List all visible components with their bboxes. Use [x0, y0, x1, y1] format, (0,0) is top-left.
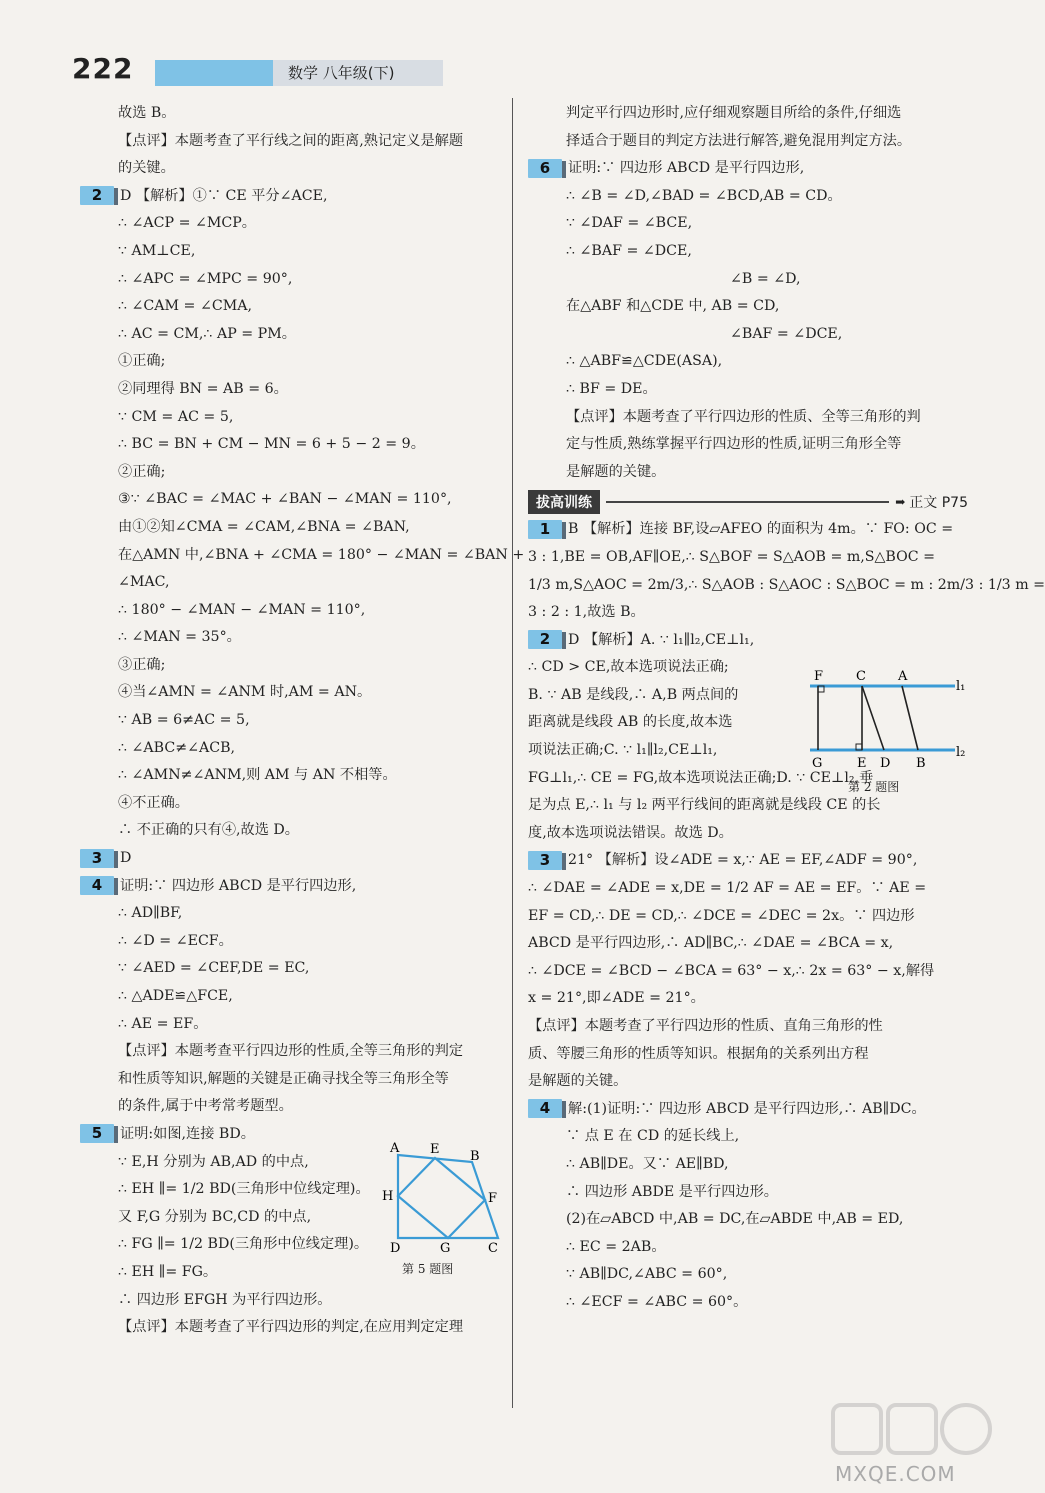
text-line: 【点评】本题考查了平行四边形的判定,在应用判定定理	[118, 1319, 464, 1336]
answer-row-3	[80, 845, 500, 873]
text-line: (2)在▱ABCD 中,AB = DC,在▱ABDE 中,AB = ED,	[566, 1211, 904, 1228]
text-line: 的条件,属于中考常考题型。	[118, 1098, 293, 1115]
text-line: 21° 【解析】设∠ADE = x,∵ AE = EF,∠ADF = 90°,	[568, 852, 918, 869]
text-line: 又 F,G 分别为 BC,CD 的中点,	[118, 1208, 312, 1225]
text-line: ③∵ ∠BAC = ∠MAC + ∠BAN − ∠MAN = 110°,	[118, 491, 452, 508]
text-line: ∴ ∠DAE = ∠ADE = x,DE = 1/2 AF = AE = EF。∵ AE =	[528, 880, 927, 897]
label-a: A	[898, 669, 908, 684]
text-line: 【点评】本题考查了平行四边形的性质、直角三角形的性	[528, 1018, 883, 1034]
label-e: E	[430, 1142, 440, 1157]
question-number: 2	[528, 630, 562, 649]
text-line: 【点评】本题考查平行四边形的性质,全等三角形的判定	[118, 1043, 464, 1060]
header-brand	[155, 60, 273, 86]
label-a: A	[390, 1141, 400, 1156]
text-line: ∴ ∠D = ∠ECF。	[118, 932, 233, 949]
section-ref: 正文 P75	[909, 495, 968, 512]
text-line: ∴ ∠DCE = ∠BCD − ∠BCA = 63° − x,∴ 2x = 63° − x,解得	[528, 962, 935, 979]
text-line: ∵ 点 E 在 CD 的延长线上,	[566, 1128, 740, 1145]
label-d: D	[390, 1241, 401, 1256]
label-b: B	[916, 756, 926, 771]
quadrilateral-diagram	[380, 1140, 505, 1260]
text-line: ∵ E,H 分别为 AB,AD 的中点,	[118, 1153, 309, 1170]
text-line: ∵ CM = AC = 5,	[118, 408, 234, 425]
section-rule	[606, 501, 889, 503]
label-g: G	[812, 756, 823, 771]
text-line: ∴ ∠ACP = ∠MCP。	[118, 215, 256, 232]
text-line: 证明:∵ 四边形 ABCD 是平行四边形,	[120, 877, 357, 894]
text-line: ∴ EH ∥= FG。	[118, 1263, 218, 1280]
label-d: D	[880, 756, 891, 771]
question-number: 6	[528, 159, 562, 178]
parallel-lines-diagram	[810, 668, 970, 776]
text-line: 定与性质,熟练掌握平行四边形的性质,证明三角形全等	[566, 436, 902, 453]
text-line: 解:(1)证明:∵ 四边形 ABCD 是平行四边形,∴ AB∥DC。	[568, 1100, 926, 1117]
text-line: ∵ ∠AED = ∠CEF,DE = EC,	[118, 960, 310, 977]
text-line: FG⊥l₁,∴ CE = FG,故本选项说法正确;D. ∵ CE⊥l₂,垂	[528, 769, 874, 786]
text-line: x = 21°,即∠ADE = 21°。	[528, 990, 705, 1007]
text-line: ∴ AB∥DE。又∵ AE∥BD,	[566, 1155, 729, 1172]
figure-5	[380, 1140, 505, 1275]
text-line: ∴ △ABF≌△CDE(ASA),	[566, 353, 723, 370]
text-line: B. ∵ AB 是线段,∴ A,B 两点间的	[528, 686, 739, 703]
text-line: ∴ ∠APC = ∠MPC = 90°,	[118, 270, 293, 287]
text-line: ∠BAF = ∠DCE,	[730, 325, 843, 342]
text-line: 3 : 1,BE = OB,AF∥OE,∴ S△BOF = S△AOB = m,S△BOC =	[528, 548, 936, 565]
text-line: ③正确;	[118, 656, 166, 673]
text-line: 【点评】本题考查了平行线之间的距离,熟记定义是解题	[118, 132, 464, 149]
watermark-text: MXQE.COM	[835, 1462, 956, 1486]
question-number: 2	[80, 186, 114, 205]
text-line: ∴ 不正确的只有④,故选 D。	[118, 822, 299, 839]
text-line: ①正确;	[118, 353, 166, 370]
text-line: ∴ BC = BN + CM − MN = 6 + 5 − 2 = 9。	[118, 436, 425, 453]
text-line: 在△AMN 中,∠BNA + ∠CMA = 180° − ∠MAN = ∠BAN +	[118, 546, 525, 563]
answer-row-2	[80, 183, 500, 211]
text-line: ∴ △ADE≌△FCE,	[118, 988, 233, 1004]
text-line: ④不正确。	[118, 794, 189, 811]
label-g: G	[440, 1241, 451, 1256]
text-line: ∴ EH ∥= 1/2 BD(三角形中位线定理)。	[118, 1181, 370, 1198]
answer-row-2r	[528, 627, 808, 655]
text-line: B 【解析】连接 BF,设▱AFEO 的面积为 4m。∵ FO: OC =	[568, 521, 954, 538]
label-c: C	[856, 669, 866, 684]
text-line: ∴ AC = CM,∴ AP = PM。	[118, 325, 296, 342]
text-line: 证明:如图,连接 BD。	[120, 1125, 255, 1142]
text-line: 由①②知∠CMA = ∠CAM,∠BNA = ∠BAN,	[118, 518, 410, 535]
text-line: 是解题的关键。	[528, 1073, 628, 1090]
text-line: D 【解析】A. ∵ l₁∥l₂,CE⊥l₁,	[568, 631, 755, 648]
text-line: 度,故本选项说法错误。故选 D。	[528, 824, 733, 841]
text-line: ∠B = ∠D,	[730, 270, 801, 287]
text-line: ∴ ∠MAN = 35°。	[118, 629, 241, 646]
text-line: ∴ BF = DE。	[566, 380, 657, 397]
question-number: 4	[80, 876, 114, 895]
figure-2-caption: 第 2 题图	[848, 780, 900, 794]
label-c: C	[488, 1241, 498, 1256]
text-line: 择适合于题目的判定方法进行解答,避免混用判定方法。	[566, 132, 912, 149]
label-l2: l₂	[956, 745, 966, 760]
text-line: 在△ABF 和△CDE 中, AB = CD,	[566, 298, 780, 315]
question-number: 5	[80, 1124, 114, 1143]
text-line: 和性质等知识,解题的关键是正确寻找全等三角形全等	[118, 1070, 449, 1087]
text-line: ∵ AB∥DC,∠ABC = 60°,	[566, 1266, 728, 1283]
text-line: ∴ ∠AMN≠∠ANM,则 AM 与 AN 不相等。	[118, 767, 397, 784]
question-number: 3	[80, 849, 114, 868]
text-line: ∴ FG ∥= 1/2 BD(三角形中位线定理)。	[118, 1236, 369, 1253]
text-line: ∴ ∠B = ∠D,∠BAD = ∠BCD,AB = CD。	[566, 187, 842, 204]
text-line: ABCD 是平行四边形,∴ AD∥BC,∴ ∠DAE = ∠BCA = x,	[528, 935, 894, 952]
text-line: ∵ AM⊥CE,	[118, 242, 196, 259]
arrow-icon: ➡	[895, 495, 906, 510]
text-line: ∴ CD > CE,故本选项说法正确;	[528, 659, 729, 676]
text-line: ∴ AE = EF。	[118, 1015, 208, 1032]
text-line: 判定平行四边形时,应仔细观察题目所给的条件,仔细选	[566, 105, 902, 121]
section-header	[528, 488, 968, 516]
answer-row-4	[80, 873, 500, 901]
text-line: ④当∠AMN = ∠ANM 时,AM = AN。	[118, 684, 372, 701]
figure-5-caption: 第 5 题图	[402, 1262, 454, 1276]
column-divider	[512, 98, 513, 1408]
answer-row-3r	[528, 847, 968, 875]
text-line: 证明:∵ 四边形 ABCD 是平行四边形,	[568, 160, 805, 177]
text-line: ∵ AB = 6≠AC = 5,	[118, 712, 250, 729]
figure-2	[810, 668, 970, 803]
text-line: 的关键。	[118, 160, 175, 177]
text-line: ∠MAC,	[118, 574, 170, 591]
label-f: F	[488, 1191, 498, 1206]
text-line: ∴ ∠ABC≠∠ACB,	[118, 739, 236, 756]
section-label: 拔高训练	[528, 490, 600, 514]
text-line: ∴ AD∥BF,	[118, 905, 183, 922]
text-line: ∴ EC = 2AB。	[566, 1238, 666, 1255]
text-line: ∴ 180° − ∠MAN − ∠MAN = 110°,	[118, 601, 366, 618]
text-line: ②正确;	[118, 463, 166, 480]
text-line: 足为点 E,∴ l₁ 与 l₂ 两平行线间的距离就是线段 CE 的长	[528, 797, 881, 814]
text-line: 1/3 m,S△AOC = 2m/3,∴ S△AOB : S△AOC : S△BOC = m : 2m/3 : 1/3 m =	[528, 576, 1045, 593]
text-line: 距离就是线段 AB 的长度,故本选	[528, 714, 733, 731]
text-line: ∴ 四边形 ABDE 是平行四边形。	[566, 1183, 778, 1200]
label-l1: l₁	[956, 679, 966, 694]
label-h: H	[382, 1189, 394, 1204]
text-line: D	[120, 850, 132, 867]
label-e: E	[857, 756, 867, 771]
question-number: 1	[528, 520, 562, 539]
label-f: F	[814, 669, 824, 684]
text-line: 3 : 2 : 1,故选 B。	[528, 604, 645, 621]
text-line: ∵ ∠DAF = ∠BCE,	[566, 215, 693, 232]
text-line: 是解题的关键。	[566, 463, 666, 480]
header-subject: 数学 八年级(下)	[288, 64, 395, 82]
answer-row-6	[528, 155, 968, 183]
text-line: 项说法正确;C. ∵ l₁∥l₂,CE⊥l₁,	[528, 742, 718, 759]
answer-row-4r	[528, 1096, 968, 1124]
text-line: ∴ 四边形 EFGH 为平行四边形。	[118, 1291, 332, 1308]
label-b: B	[470, 1149, 480, 1164]
text-line: D 【解析】①∵ CE 平分∠ACE,	[120, 187, 328, 204]
text-line: 质、等腰三角形的性质等知识。根据角的关系列出方程	[528, 1045, 869, 1062]
text-line: 【点评】本题考查了平行四边形的性质、全等三角形的判	[566, 408, 921, 425]
text-line: EF = CD,∴ DE = CD,∴ ∠DCE = ∠DEC = 2x。∵ 四边形	[528, 907, 915, 924]
text-line: ∴ ∠ECF = ∠ABC = 60°。	[566, 1293, 748, 1310]
question-number: 4	[528, 1099, 562, 1118]
question-number: 3	[528, 851, 562, 870]
text-line: ∴ ∠BAF = ∠DCE,	[566, 242, 692, 259]
page-number: 222	[72, 52, 134, 85]
answer-row-1	[528, 516, 968, 544]
text-line: ∴ ∠CAM = ∠CMA,	[118, 298, 252, 315]
text-line: ②同理得 BN = AB = 6。	[118, 380, 288, 397]
text-line: 故选 B。	[118, 105, 176, 121]
